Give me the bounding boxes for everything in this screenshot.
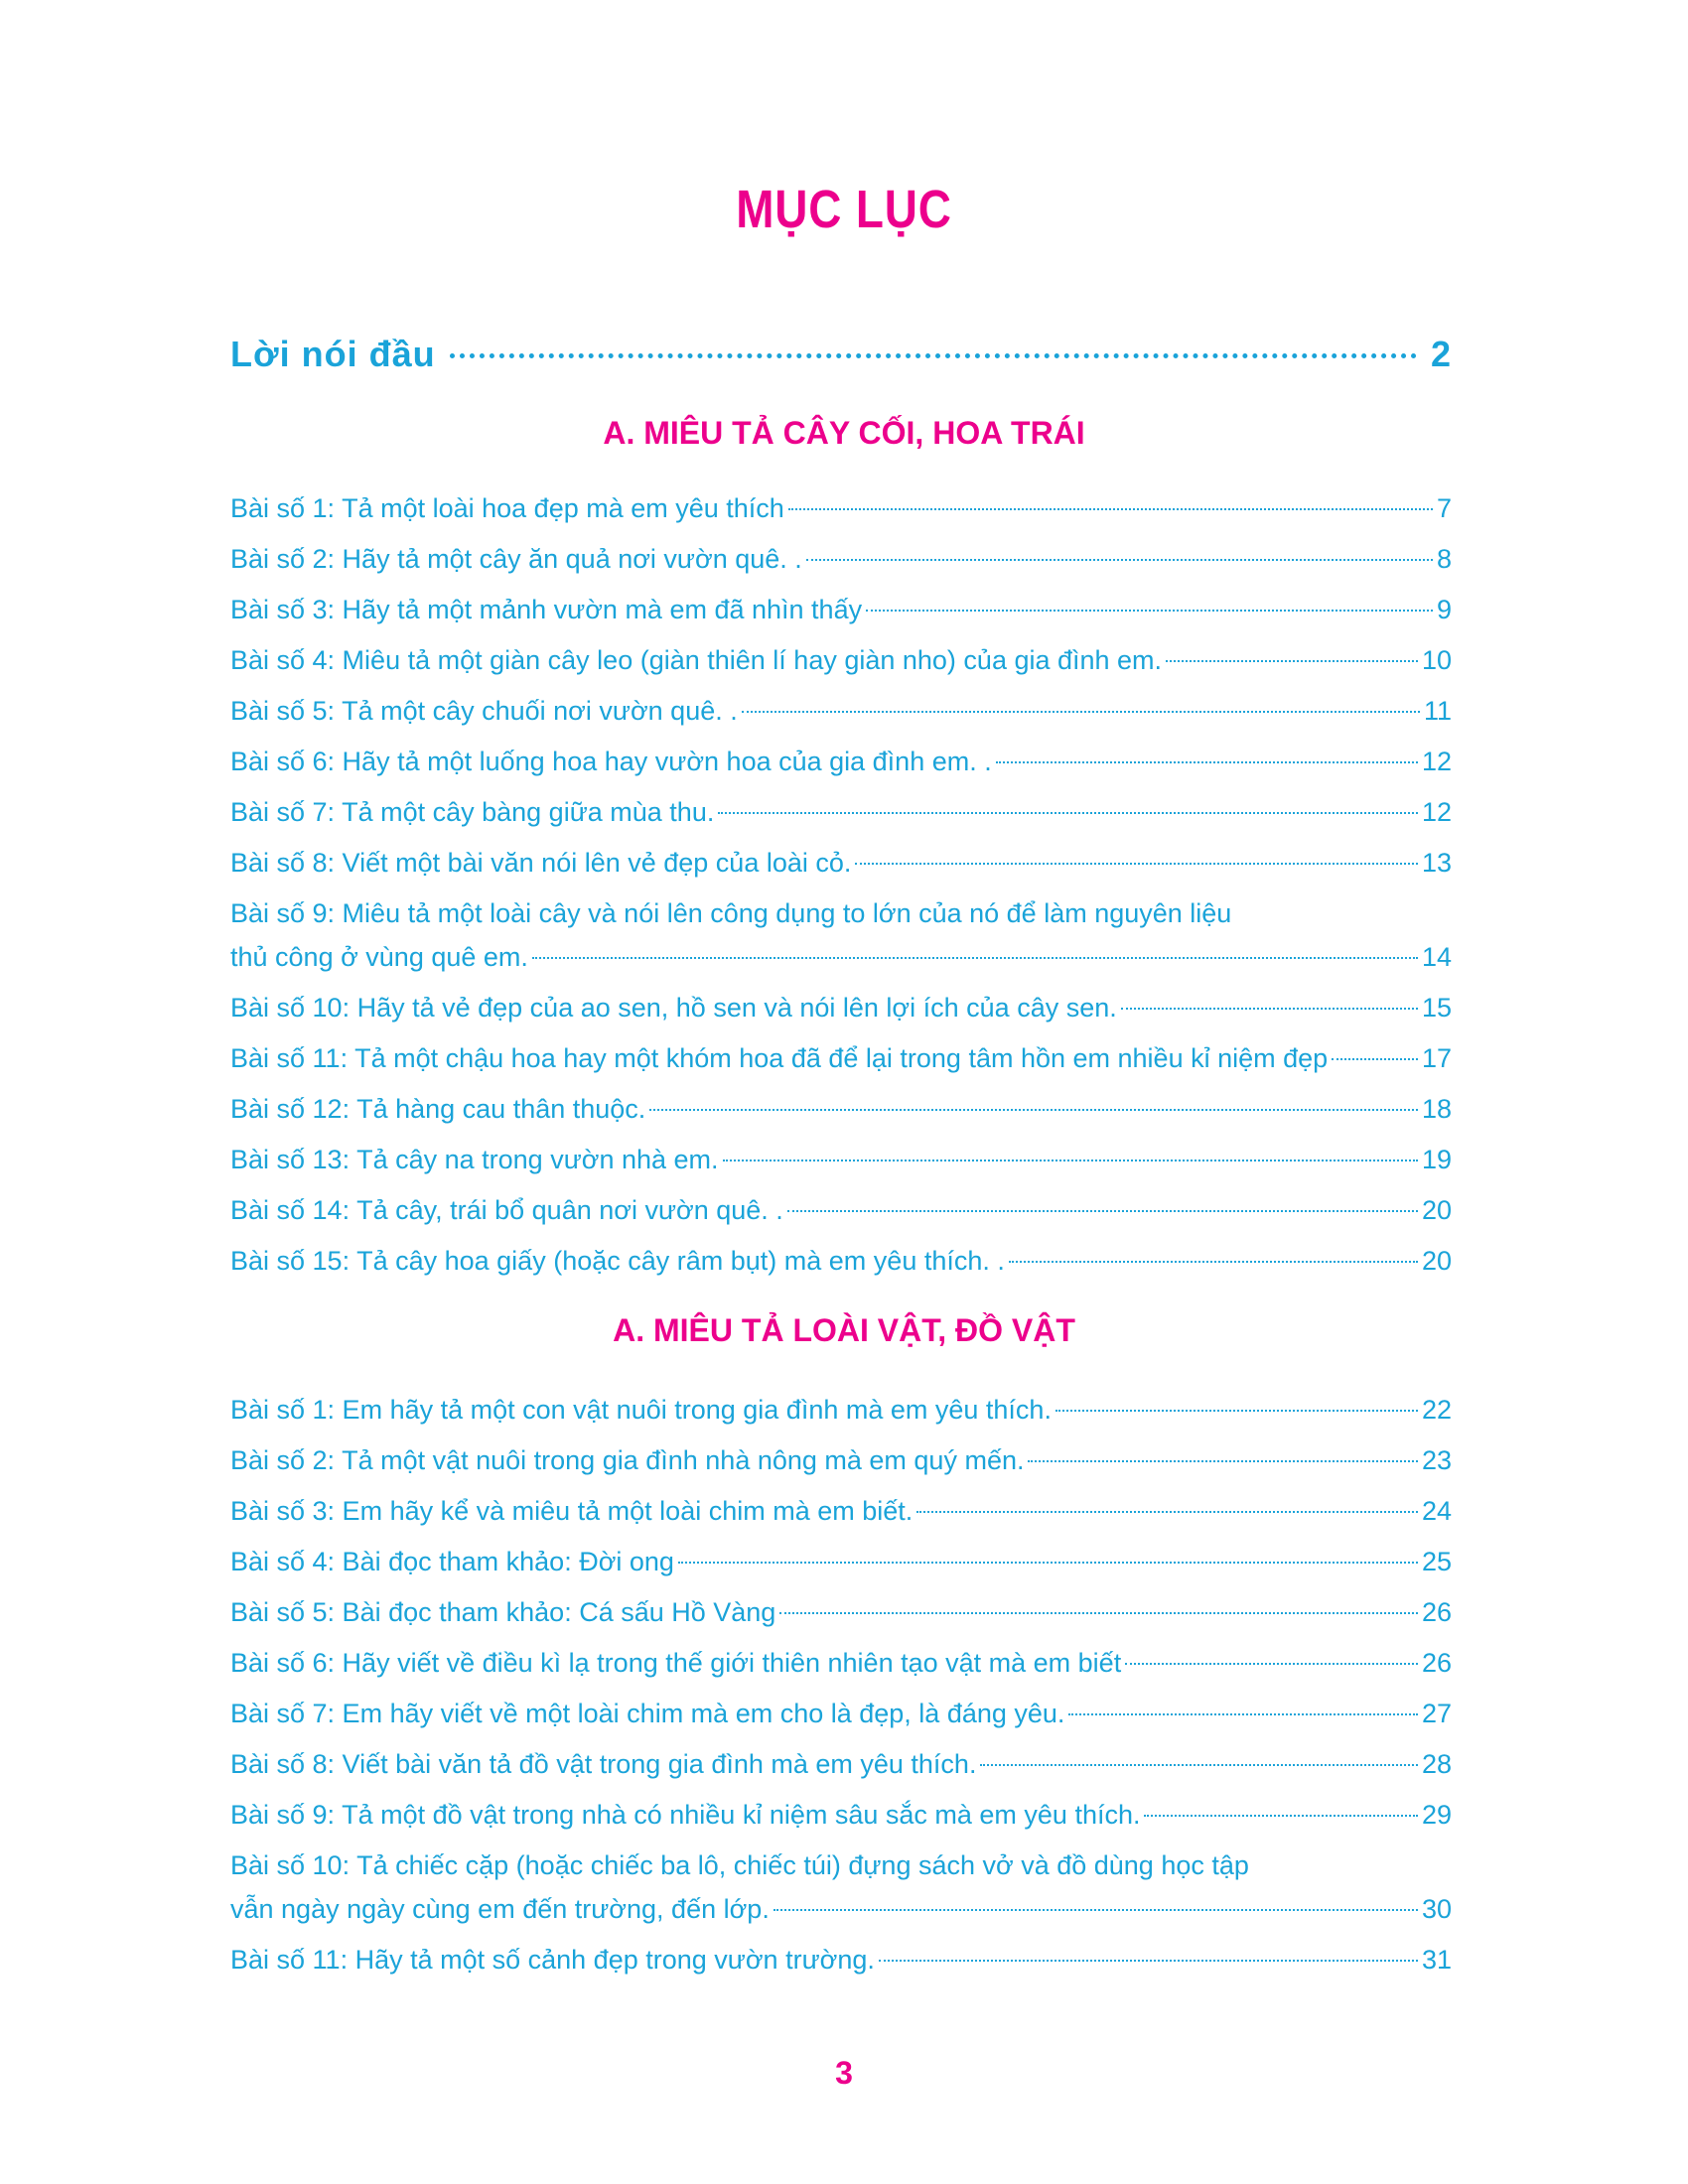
- entry-text: Bài số 1: Em hãy tả một con vật nuôi trong gia đình mà em yêu thích.: [230, 1395, 1052, 1425]
- entry-text: Bài số 13: Tả cây na trong vườn nhà em.: [230, 1145, 719, 1174]
- entry-text: Bài số 4: Bài đọc tham khảo: Đời ong: [230, 1547, 674, 1576]
- leader-dots: [806, 559, 1433, 561]
- entry-text: Bài số 7: Tả một cây bàng giữa mùa thu.: [230, 797, 715, 827]
- toc-entry: [230, 790, 1452, 841]
- entry-page: 20: [1421, 1246, 1452, 1276]
- leader-dots: [1125, 1663, 1418, 1665]
- entry-page: 23: [1421, 1445, 1452, 1475]
- toc-entry: [230, 1388, 1452, 1438]
- leader-dots: [718, 812, 1418, 814]
- entry-text: Bài số 11: Hãy tả một số cảnh đẹp trong vườn trường.: [230, 1945, 875, 1975]
- entry-text: Bài số 1: Tả một loài hoa đẹp mà em yêu thích: [230, 493, 784, 523]
- toc-entry: [230, 986, 1452, 1036]
- entry-text: thủ công ở vùng quê em.: [230, 942, 528, 972]
- toc-entry: [230, 1036, 1452, 1087]
- leader-dots: [532, 957, 1418, 959]
- preface-page: 2: [1430, 334, 1452, 374]
- toc-entry: [230, 841, 1452, 891]
- toc-entry: [230, 1793, 1452, 1843]
- toc-entry: [230, 1138, 1452, 1188]
- entry-text: Bài số 5: Tả một cây chuối nơi vườn quê. .: [230, 696, 738, 726]
- entry-text: Bài số 15: Tả cây hoa giấy (hoặc cây râm bụt) mà em yêu thích. .: [230, 1246, 1005, 1276]
- entry-page: 17: [1421, 1043, 1452, 1073]
- leader-dots: [1144, 1815, 1417, 1817]
- entry-text-line1: Bài số 9: Miêu tả một loài cây và nói lên công dụng to lớn của nó để làm nguyên liệu: [230, 898, 1232, 928]
- leader-dots: [774, 1909, 1418, 1911]
- toc-list-plants: [230, 486, 1452, 1290]
- toc-entry: [230, 486, 1452, 537]
- entry-page: 10: [1421, 645, 1452, 675]
- entry-text: Bài số 11: Tả một chậu hoa hay một khóm hoa đã để lại trong tâm hồn em nhiều kỉ niệm đẹp: [230, 1043, 1329, 1073]
- entry-text: Bài số 7: Em hãy viết về một loài chim mà em cho là đẹp, là đáng yêu.: [230, 1699, 1065, 1728]
- leader-dots: [787, 1210, 1418, 1212]
- entry-text-line1: Bài số 10: Tả chiếc cặp (hoặc chiếc ba lô, chiếc túi) đựng sách vở và đồ dùng học tập: [230, 1850, 1249, 1880]
- leader-dots: [1332, 1058, 1418, 1060]
- entry-text: vẫn ngày ngày cùng em đến trường, đến lớp.: [230, 1894, 770, 1924]
- leader-dots: [450, 353, 1417, 358]
- leader-dots: [678, 1562, 1418, 1564]
- toc-entry: [230, 891, 1452, 986]
- toc-entry: [230, 1188, 1452, 1239]
- entry-text: Bài số 6: Hãy viết về điều kì lạ trong thế giới thiên nhiên tạo vật mà em biết: [230, 1648, 1122, 1678]
- leader-dots: [1121, 1008, 1418, 1010]
- toc-entry: [230, 1692, 1452, 1742]
- leader-dots: [980, 1764, 1418, 1766]
- toc-entry: [230, 1641, 1452, 1692]
- entry-page: 19: [1421, 1145, 1452, 1174]
- leader-dots: [1009, 1261, 1418, 1263]
- entry-page: 30: [1421, 1894, 1452, 1924]
- entry-page: 8: [1436, 544, 1452, 574]
- entry-text: Bài số 2: Tả một vật nuôi trong gia đình nhà nông mà em quý mến.: [230, 1445, 1025, 1475]
- entry-page: 12: [1421, 747, 1452, 776]
- toc-entry: [230, 1843, 1452, 1938]
- toc-entry: [230, 537, 1452, 588]
- entry-text: Bài số 4: Miêu tả một giàn cây leo (giàn thiên lí hay giàn nho) của gia đình em.: [230, 645, 1163, 675]
- toc-entry: [230, 1239, 1452, 1290]
- entry-page: 20: [1421, 1195, 1452, 1225]
- toc-entry: [230, 1590, 1452, 1641]
- leader-dots: [1028, 1460, 1417, 1462]
- toc-list-animals: [230, 1388, 1452, 1988]
- leader-dots: [649, 1109, 1418, 1111]
- entry-page: 12: [1421, 797, 1452, 827]
- leader-dots: [996, 761, 1418, 763]
- leader-dots: [879, 1960, 1418, 1962]
- entry-text: Bài số 9: Tả một đồ vật trong nhà có nhiều kỉ niệm sâu sắc mà em yêu thích.: [230, 1800, 1141, 1830]
- toc-entry: [230, 1742, 1452, 1793]
- toc-entry: [230, 588, 1452, 638]
- leader-dots: [1068, 1713, 1418, 1715]
- entry-page: 25: [1421, 1547, 1452, 1576]
- entry-page: 31: [1421, 1945, 1452, 1975]
- toc-entry: [230, 1489, 1452, 1540]
- leader-dots: [779, 1612, 1418, 1614]
- section-heading-plants: A. MIÊU TẢ CÂY CỐI, HOA TRÁI: [603, 415, 1085, 451]
- preface-entry: [230, 334, 1452, 375]
- leader-dots: [723, 1160, 1418, 1161]
- toc-entry: [230, 1540, 1452, 1590]
- entry-page: 15: [1421, 993, 1452, 1023]
- leader-dots: [1055, 1410, 1418, 1412]
- entry-page: 26: [1421, 1597, 1452, 1627]
- entry-page: 29: [1421, 1800, 1452, 1830]
- page-title: MỤC LỤC: [736, 180, 952, 239]
- toc-entry: [230, 740, 1452, 790]
- page-number: 3: [835, 2055, 853, 2091]
- preface-label: Lời nói đầu: [230, 334, 436, 374]
- entry-text: Bài số 3: Em hãy kể và miêu tả một loài chim mà em biết.: [230, 1496, 914, 1526]
- toc-entry: [230, 638, 1452, 689]
- entry-text: Bài số 5: Bài đọc tham khảo: Cá sấu Hồ Vàng: [230, 1597, 776, 1627]
- leader-dots: [916, 1511, 1418, 1513]
- entry-text: Bài số 3: Hãy tả một mảnh vườn mà em đã nhìn thấy: [230, 595, 863, 624]
- entry-page: 14: [1421, 942, 1452, 972]
- entry-page: 22: [1421, 1395, 1452, 1425]
- leader-dots: [855, 863, 1418, 865]
- entry-text: Bài số 8: Viết bài văn tả đồ vật trong gia đình mà em yêu thích.: [230, 1749, 977, 1779]
- entry-page: 26: [1421, 1648, 1452, 1678]
- entry-text: Bài số 8: Viết một bài văn nói lên vẻ đẹp của loài cỏ.: [230, 848, 852, 878]
- leader-dots: [742, 711, 1420, 713]
- entry-page: 27: [1421, 1699, 1452, 1728]
- entry-page: 7: [1436, 493, 1452, 523]
- entry-page: 24: [1421, 1496, 1452, 1526]
- entry-page: 28: [1421, 1749, 1452, 1779]
- leader-dots: [1166, 660, 1418, 662]
- toc-entry: [230, 1438, 1452, 1489]
- toc-entry: [230, 1087, 1452, 1138]
- leader-dots: [788, 508, 1433, 510]
- entry-text: Bài số 12: Tả hàng cau thân thuộc.: [230, 1094, 646, 1124]
- entry-page: 9: [1436, 595, 1452, 624]
- entry-text: Bài số 14: Tả cây, trái bổ quân nơi vườn quê. .: [230, 1195, 783, 1225]
- entry-page: 13: [1421, 848, 1452, 878]
- entry-text: Bài số 10: Hãy tả vẻ đẹp của ao sen, hồ sen và nói lên lợi ích của cây sen.: [230, 993, 1117, 1023]
- section-heading-animals: A. MIÊU TẢ LOÀI VẬT, ĐỒ VẬT: [613, 1312, 1075, 1348]
- entry-page: 18: [1421, 1094, 1452, 1124]
- entry-text: Bài số 6: Hãy tả một luống hoa hay vườn hoa của gia đình em. .: [230, 747, 992, 776]
- leader-dots: [866, 610, 1433, 612]
- toc-entry: [230, 689, 1452, 740]
- entry-text: Bài số 2: Hãy tả một cây ăn quả nơi vườn quê. .: [230, 544, 802, 574]
- toc-entry: [230, 1938, 1452, 1988]
- entry-page: 11: [1423, 696, 1452, 726]
